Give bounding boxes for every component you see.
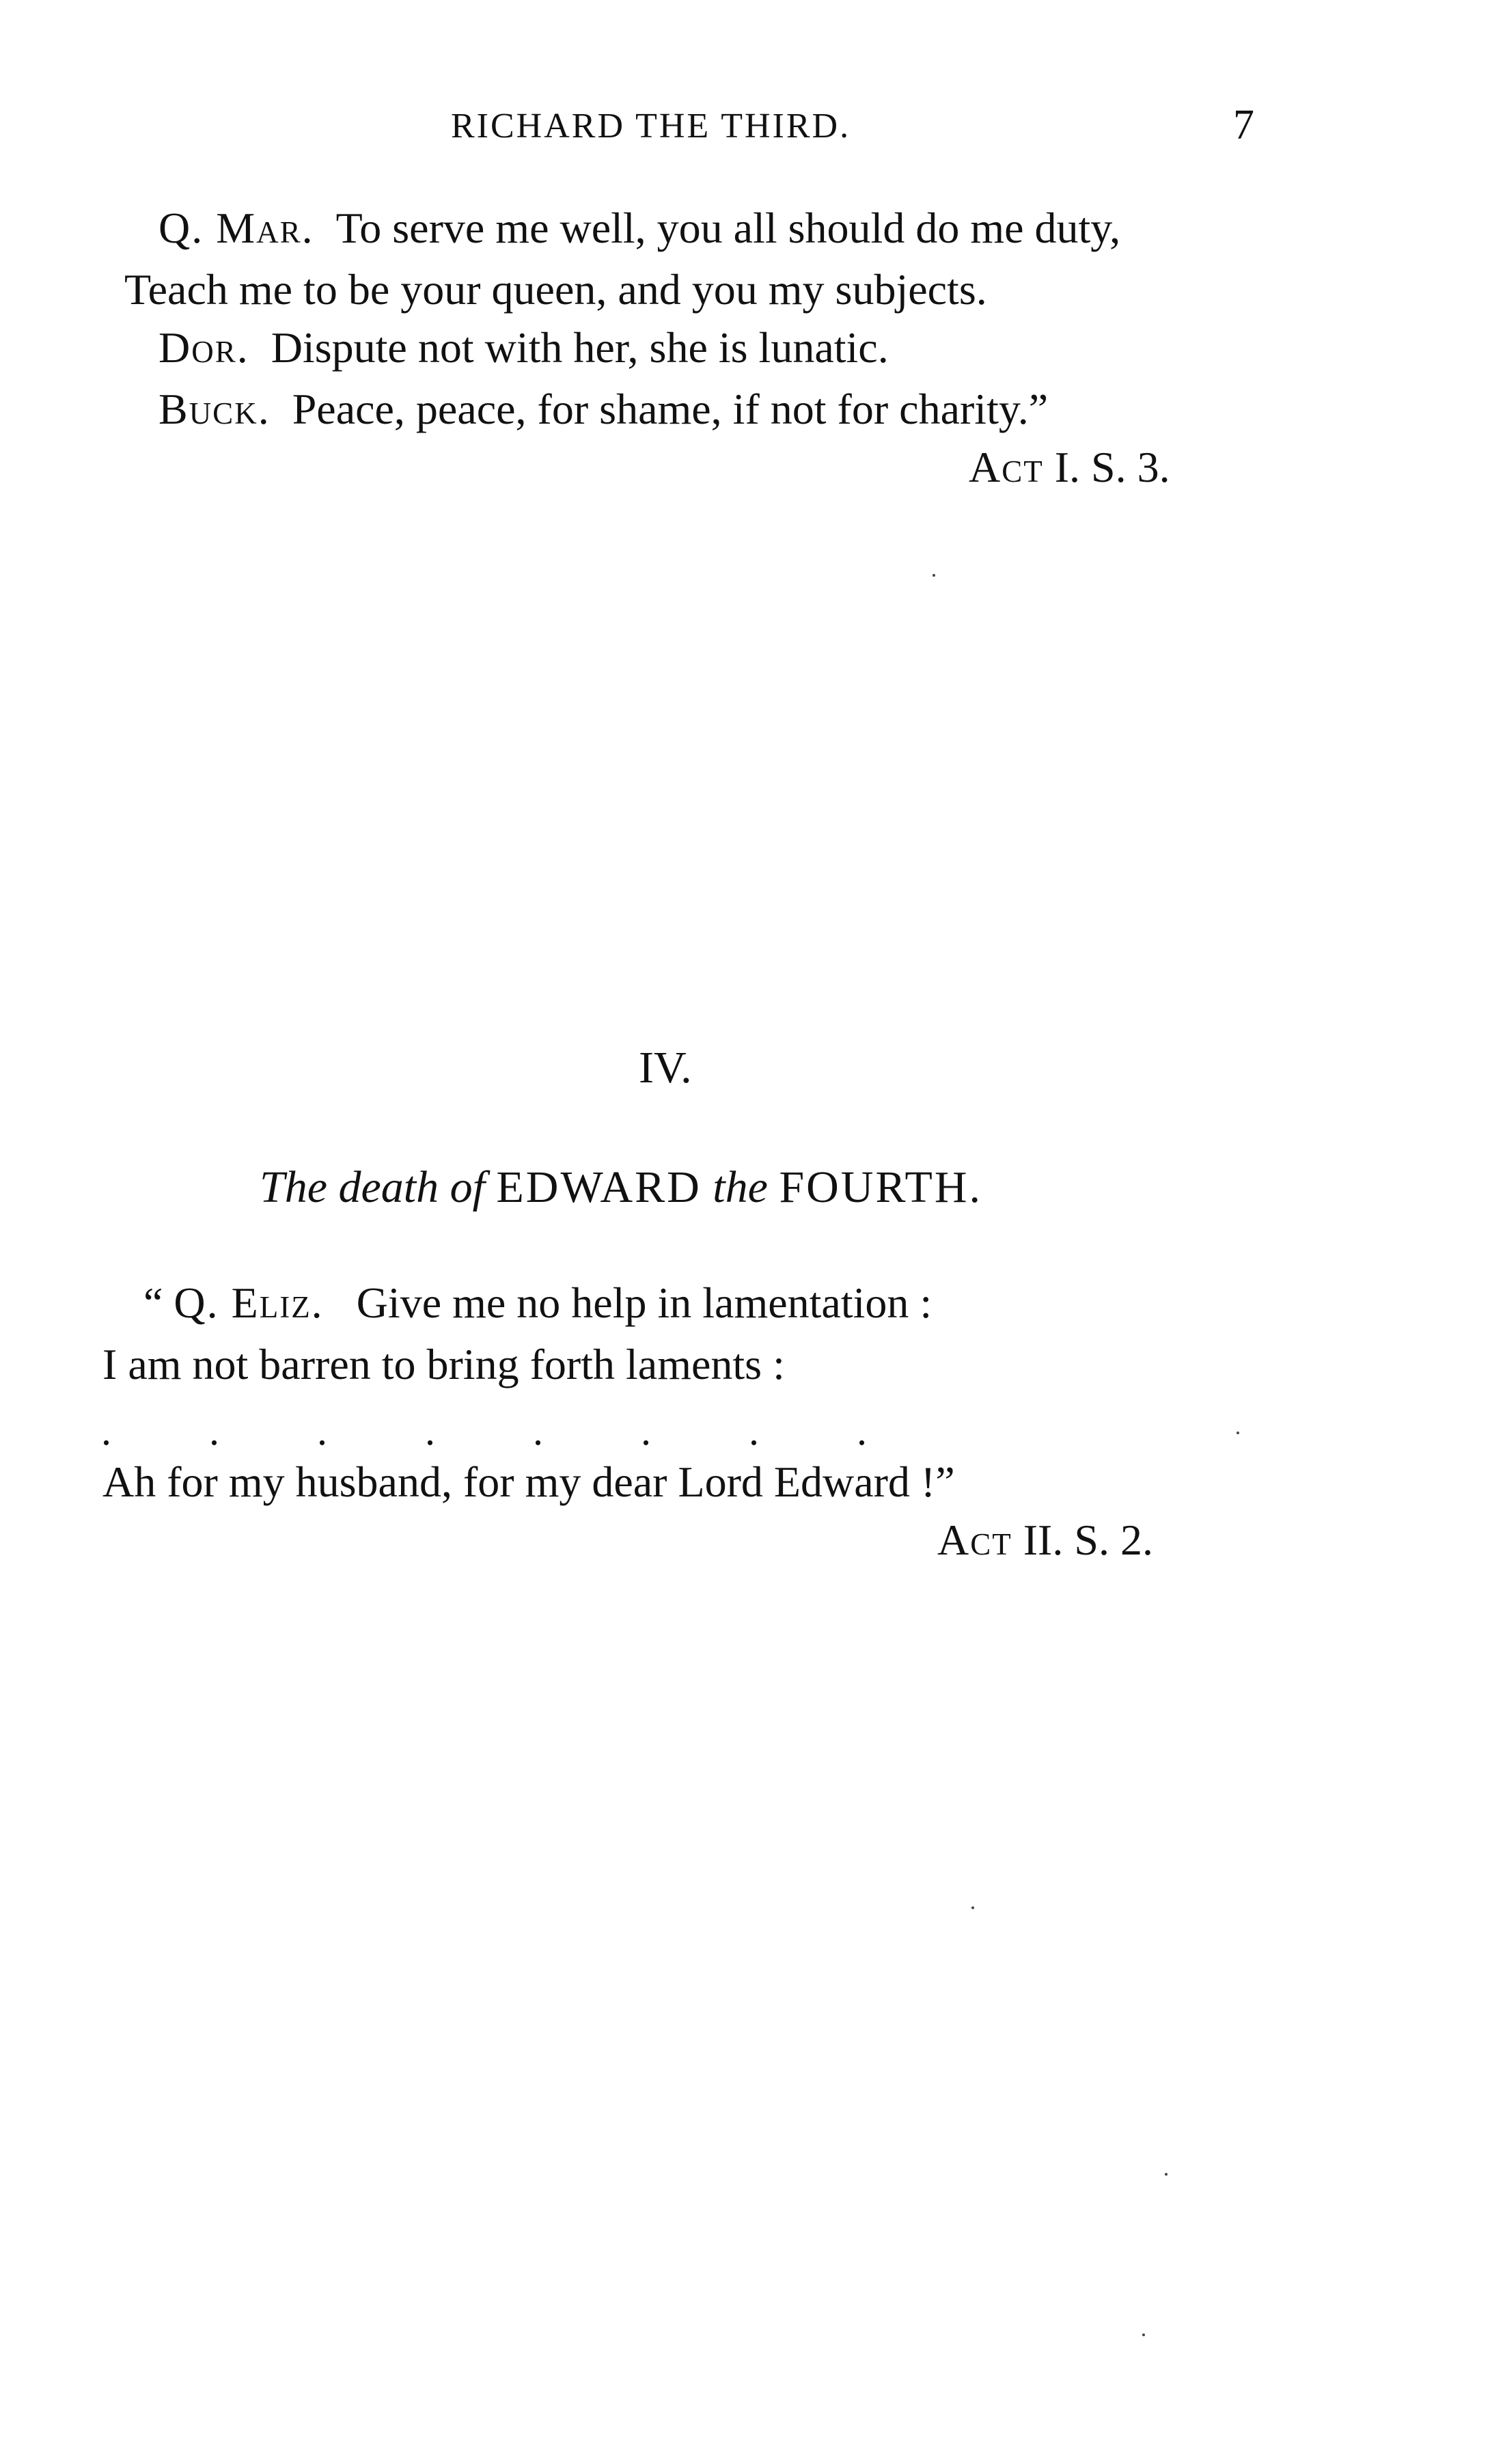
title-pre: The death	[260, 1162, 439, 1212]
speaker-name: Dor.	[158, 323, 249, 372]
verse-text: Peace, peace, for shame, if not for charity.”	[292, 385, 1049, 433]
verse-text: Dispute not with her, she is lunatic.	[271, 323, 889, 372]
ellipsis-dot: .	[317, 1408, 327, 1453]
verse-line	[143, 1278, 933, 1327]
title-name: EDWARD	[496, 1162, 702, 1212]
ink-speck	[1237, 1432, 1239, 1434]
ellipsis-dot: .	[641, 1408, 651, 1453]
speaker-name: Buck.	[158, 385, 271, 433]
verse-line	[102, 1457, 955, 1506]
verse-text: To serve me well, you all should do me duty,	[335, 204, 1121, 252]
verse-line	[124, 265, 987, 314]
section-title	[260, 1162, 982, 1214]
ellipsis-dot: .	[749, 1408, 759, 1453]
verse-line	[158, 387, 1048, 431]
ink-speck	[1165, 2173, 1168, 2176]
running-head: RICHARD THE THIRD.	[451, 107, 851, 146]
verse-line	[158, 206, 1120, 250]
ellipsis-dot: .	[857, 1408, 867, 1453]
speaker-name: Q. Mar.	[158, 204, 314, 252]
verse-text: Give me no help in lamentation :	[356, 1278, 933, 1327]
page-number: 7	[1233, 102, 1254, 148]
title-the: the	[713, 1162, 768, 1212]
ellipsis-row	[101, 1408, 965, 1455]
speaker-name: Q. Eliz.	[174, 1278, 324, 1327]
citation-act: Act	[969, 443, 1044, 491]
section-number: IV.	[639, 1043, 692, 1093]
verse-line	[102, 1340, 785, 1388]
title-ordinal: FOURTH.	[779, 1162, 983, 1212]
title-of: of	[450, 1162, 485, 1212]
verse-text: Ah for my husband, for my dear Lord Edward !”	[102, 1457, 955, 1506]
ink-speck	[1142, 2333, 1145, 2336]
ellipsis-dot: .	[425, 1408, 435, 1453]
ellipsis-dot: .	[209, 1408, 219, 1453]
verse-text: I am not barren to bring forth laments :	[102, 1340, 785, 1388]
citation	[969, 443, 1170, 491]
ink-speck	[933, 574, 935, 577]
citation-act: Act	[937, 1516, 1012, 1564]
ellipsis-dot: .	[533, 1408, 543, 1453]
open-quote: “	[143, 1278, 163, 1327]
citation	[937, 1518, 1153, 1562]
ink-speck	[971, 1906, 974, 1909]
verse-text: Teach me to be your queen, and you my subjects.	[124, 265, 987, 314]
citation-ref: I. S. 3.	[1054, 443, 1170, 491]
citation-ref: II. S. 2.	[1023, 1516, 1153, 1564]
verse-line	[158, 323, 889, 372]
ellipsis-dot: .	[101, 1408, 111, 1453]
